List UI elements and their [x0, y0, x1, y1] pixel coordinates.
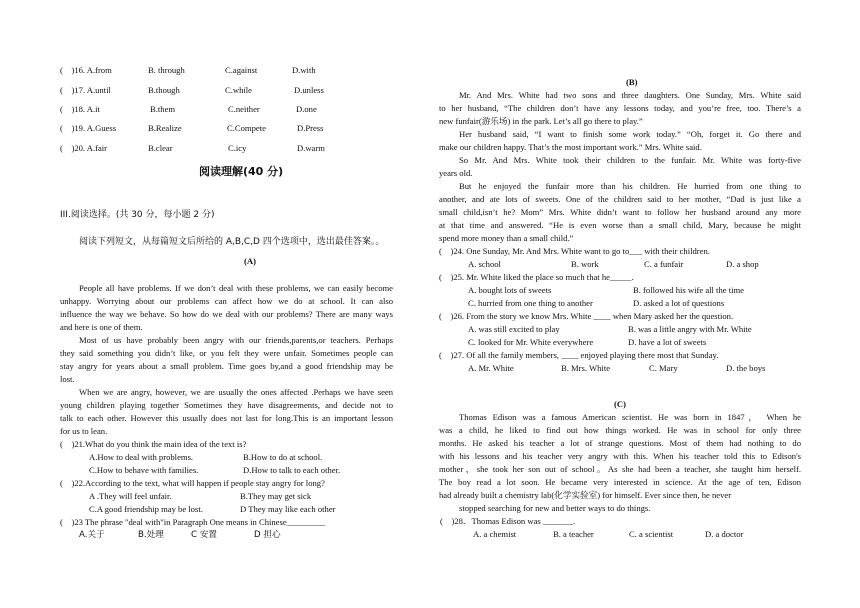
- option-c: C.while: [225, 85, 252, 95]
- option-b: B. Mrs. White: [561, 363, 611, 373]
- passage-line: make our children happy. That’s the most important work.” Mrs. White said.: [439, 142, 702, 152]
- option-b: B.They may get sick: [240, 491, 312, 501]
- section-title: 阅读理解(40 分): [199, 165, 284, 178]
- passage-b-label: (B): [626, 77, 638, 87]
- question-22: ( )22.According to the text, what will happen if people stay angry for long?: [60, 478, 325, 488]
- passage-line: was a child, he liked to find out how things worked. He was in school for only three: [439, 425, 801, 435]
- passage-line: and here is one of them.: [60, 322, 143, 332]
- passage-line: stay angry for years about a small problem. Time goes by,and a good friendship may be: [60, 361, 393, 371]
- option-c: C. a scientist: [629, 529, 674, 539]
- passage-line: Mr. And Mrs. White had two sons and three daughters. One Sunday, Mrs. White said: [459, 90, 801, 100]
- option-d: D. asked a lot of questions: [633, 298, 725, 308]
- option-b: B. through: [148, 65, 185, 75]
- passage-line: unhappy. Worrying about our problems can affect how we do at school. It can also: [60, 296, 393, 306]
- option-a: A. a chemist: [473, 529, 517, 539]
- passage-line: small child,isn’t he? Mom” Mrs. White didn’t want to follow her husband around any more: [439, 207, 801, 217]
- option-b: B.them: [150, 104, 176, 114]
- passage-line: Her husband said, “I want to finish some work today.” “Oh, forget it. Go there and: [459, 129, 801, 139]
- passage-line: new funfair(游乐场) in the park. Let’s all go there to play.”: [439, 116, 643, 126]
- option-b: B.How to do at school.: [243, 452, 323, 462]
- instruction: 阅读下列短文，从每篇短文后所给的 A,B,C,D 四个选项中，选出最佳答案。。: [79, 237, 385, 247]
- option-c: C. hurried from one thing to another: [468, 298, 593, 308]
- passage-line: mother，she took her son out of school。As she had been a teacher, she taught him herself.: [439, 464, 801, 474]
- question-20: ( )20. A.fair: [60, 143, 108, 153]
- option-a: A .They will feel unfair.: [89, 491, 172, 501]
- passage-line: at that time and answered. “He is even worse than a small child, Mary, because he might: [439, 220, 801, 230]
- passage-line: with his lessons and his teacher very angry with this. When his teacher told this to Edison's: [439, 451, 801, 461]
- option-c: C. a funfair: [644, 259, 684, 269]
- passage-line: had already built a chemistry lab(化学实验室) for himself. Ever since then, he never: [439, 490, 732, 500]
- passage-c-label: (C): [614, 399, 626, 409]
- option-a: A. bought lots of sweets: [468, 285, 552, 295]
- option-c: C. Mary: [649, 363, 678, 373]
- option-c: C. looked for Mr. White everywhere: [468, 337, 594, 347]
- option-d: D They may like each other: [240, 504, 336, 514]
- option-b: B. followed his wife all the time: [633, 285, 744, 295]
- option-c: C.against: [225, 65, 258, 75]
- option-a: A. school: [468, 259, 501, 269]
- question-18: ( )18. A.it: [60, 104, 100, 114]
- passage-line: The boy read a lot soon. He became very interested in science. At the age of ten, Edison: [439, 477, 801, 487]
- passage-line: Thomas Edison was a famous American scientist. He was born in 1847， When he: [459, 412, 801, 422]
- passage-line: they said something you didn’t like, or you felt they were unfair. Sometimes people can: [60, 348, 393, 358]
- option-b: B.Realize: [148, 123, 182, 133]
- option-b: B.处理: [138, 530, 164, 540]
- passage-line: When we are angry, however, we are usually the ones affected .Perhaps we have seen: [79, 387, 393, 397]
- option-d: D.unless: [294, 85, 324, 95]
- option-d: D. a doctor: [705, 529, 744, 539]
- question-23: ( )23 The phrase "deal with"in Paragraph One means in Chinese_________: [60, 517, 326, 527]
- option-d: D.one: [296, 104, 317, 114]
- question-21: ( )21.What do you think the main idea of the text is?: [60, 439, 247, 449]
- option-c: C.How to behave with families.: [89, 465, 199, 475]
- passage-line: lost.: [60, 374, 75, 384]
- passage-line: influence the way we behave. So how do we deal with our problems? There are many ways: [60, 309, 393, 319]
- passage-line: People all have problems. If we don’t deal with these problems, we can easily become: [79, 283, 393, 293]
- question-28: ( )28．Thomas Edison was _______.: [440, 516, 576, 526]
- option-b: B.though: [148, 85, 180, 95]
- option-a: A.How to deal with problems.: [89, 452, 194, 462]
- option-d: D. a shop: [726, 259, 759, 269]
- passage-line: stopped searching for new and better ways to do things.: [459, 503, 651, 513]
- option-d: D 担心: [254, 530, 281, 540]
- option-c: C.neither: [228, 104, 260, 114]
- option-d: D. the boys: [726, 363, 766, 373]
- passage-line: young children playing together Sometimes they have disagreements, and decide not to: [60, 400, 393, 410]
- option-c: C.A good friendship may be lost.: [89, 504, 203, 514]
- option-a: A. was still excited to play: [468, 324, 560, 334]
- question-25: ( )25. Mr. White liked the place so much that he_____.: [439, 272, 634, 282]
- option-d: D.with: [292, 65, 316, 75]
- question-26: ( )26. From the story we know Mrs. White ____ when Mary asked her the question.: [439, 311, 734, 321]
- option-d: D. have a lot of sweets: [628, 337, 707, 347]
- passage-line: years old.: [439, 168, 473, 178]
- question-16: ( )16. A.from: [60, 65, 112, 75]
- option-b: B. was a little angry with Mr. White: [628, 324, 752, 334]
- option-b: B.clear: [148, 143, 173, 153]
- question-19: ( )19. A.Guess: [60, 123, 117, 133]
- option-c: C.Compete: [227, 123, 266, 133]
- option-a: A.关于: [79, 530, 105, 540]
- option-c: C.icy: [228, 143, 247, 153]
- passage-line: months. He asked his teacher a lot of strange questions. Most of them had nothing to do: [439, 438, 801, 448]
- option-b: B. a teacher: [553, 529, 594, 539]
- passage-line: talk to each other. However this usually does not last for long.This is an important lesson: [60, 413, 393, 423]
- passage-line: spend more money than a small child.”: [439, 233, 574, 243]
- passage-a-label: (A): [244, 256, 256, 266]
- option-b: B. work: [571, 259, 599, 269]
- passage-line: But he enjoyed the funfair more than his children. He hurried from one thing to: [459, 181, 801, 191]
- option-d: D.Press: [297, 123, 324, 133]
- passage-line: Most of us have probably been angry with our friends,parents,or teachers. Perhaps: [79, 335, 393, 345]
- question-17: ( )17. A.until: [60, 85, 111, 95]
- passage-line: So Mr. And Mrs. White took their children to the funfair. Mr. White was forty-five: [459, 155, 801, 165]
- option-d: D.How to talk to each other.: [243, 465, 341, 475]
- option-c: C 安置: [191, 530, 217, 540]
- passage-line: another, and ate lots of sweets. One of the children said to her mother, “Dad is just like a: [439, 194, 801, 204]
- question-24: ( )24. One Sunday, Mr. And Mrs. White want to go to___ with their children.: [439, 246, 710, 256]
- option-a: A. Mr. White: [468, 363, 514, 373]
- passage-line: for us to lean.: [60, 426, 108, 436]
- option-d: D.warm: [297, 143, 325, 153]
- passage-line: to her husband, “The children don’t have any lessons today, and you’re free, too. There’s a: [439, 103, 801, 113]
- question-27: ( )27. Of all the family members, ____ enjoyed playing there most that Sunday.: [439, 350, 719, 360]
- part-heading: III.阅读选择。(共 30 分，每小题 2 分): [60, 210, 215, 220]
